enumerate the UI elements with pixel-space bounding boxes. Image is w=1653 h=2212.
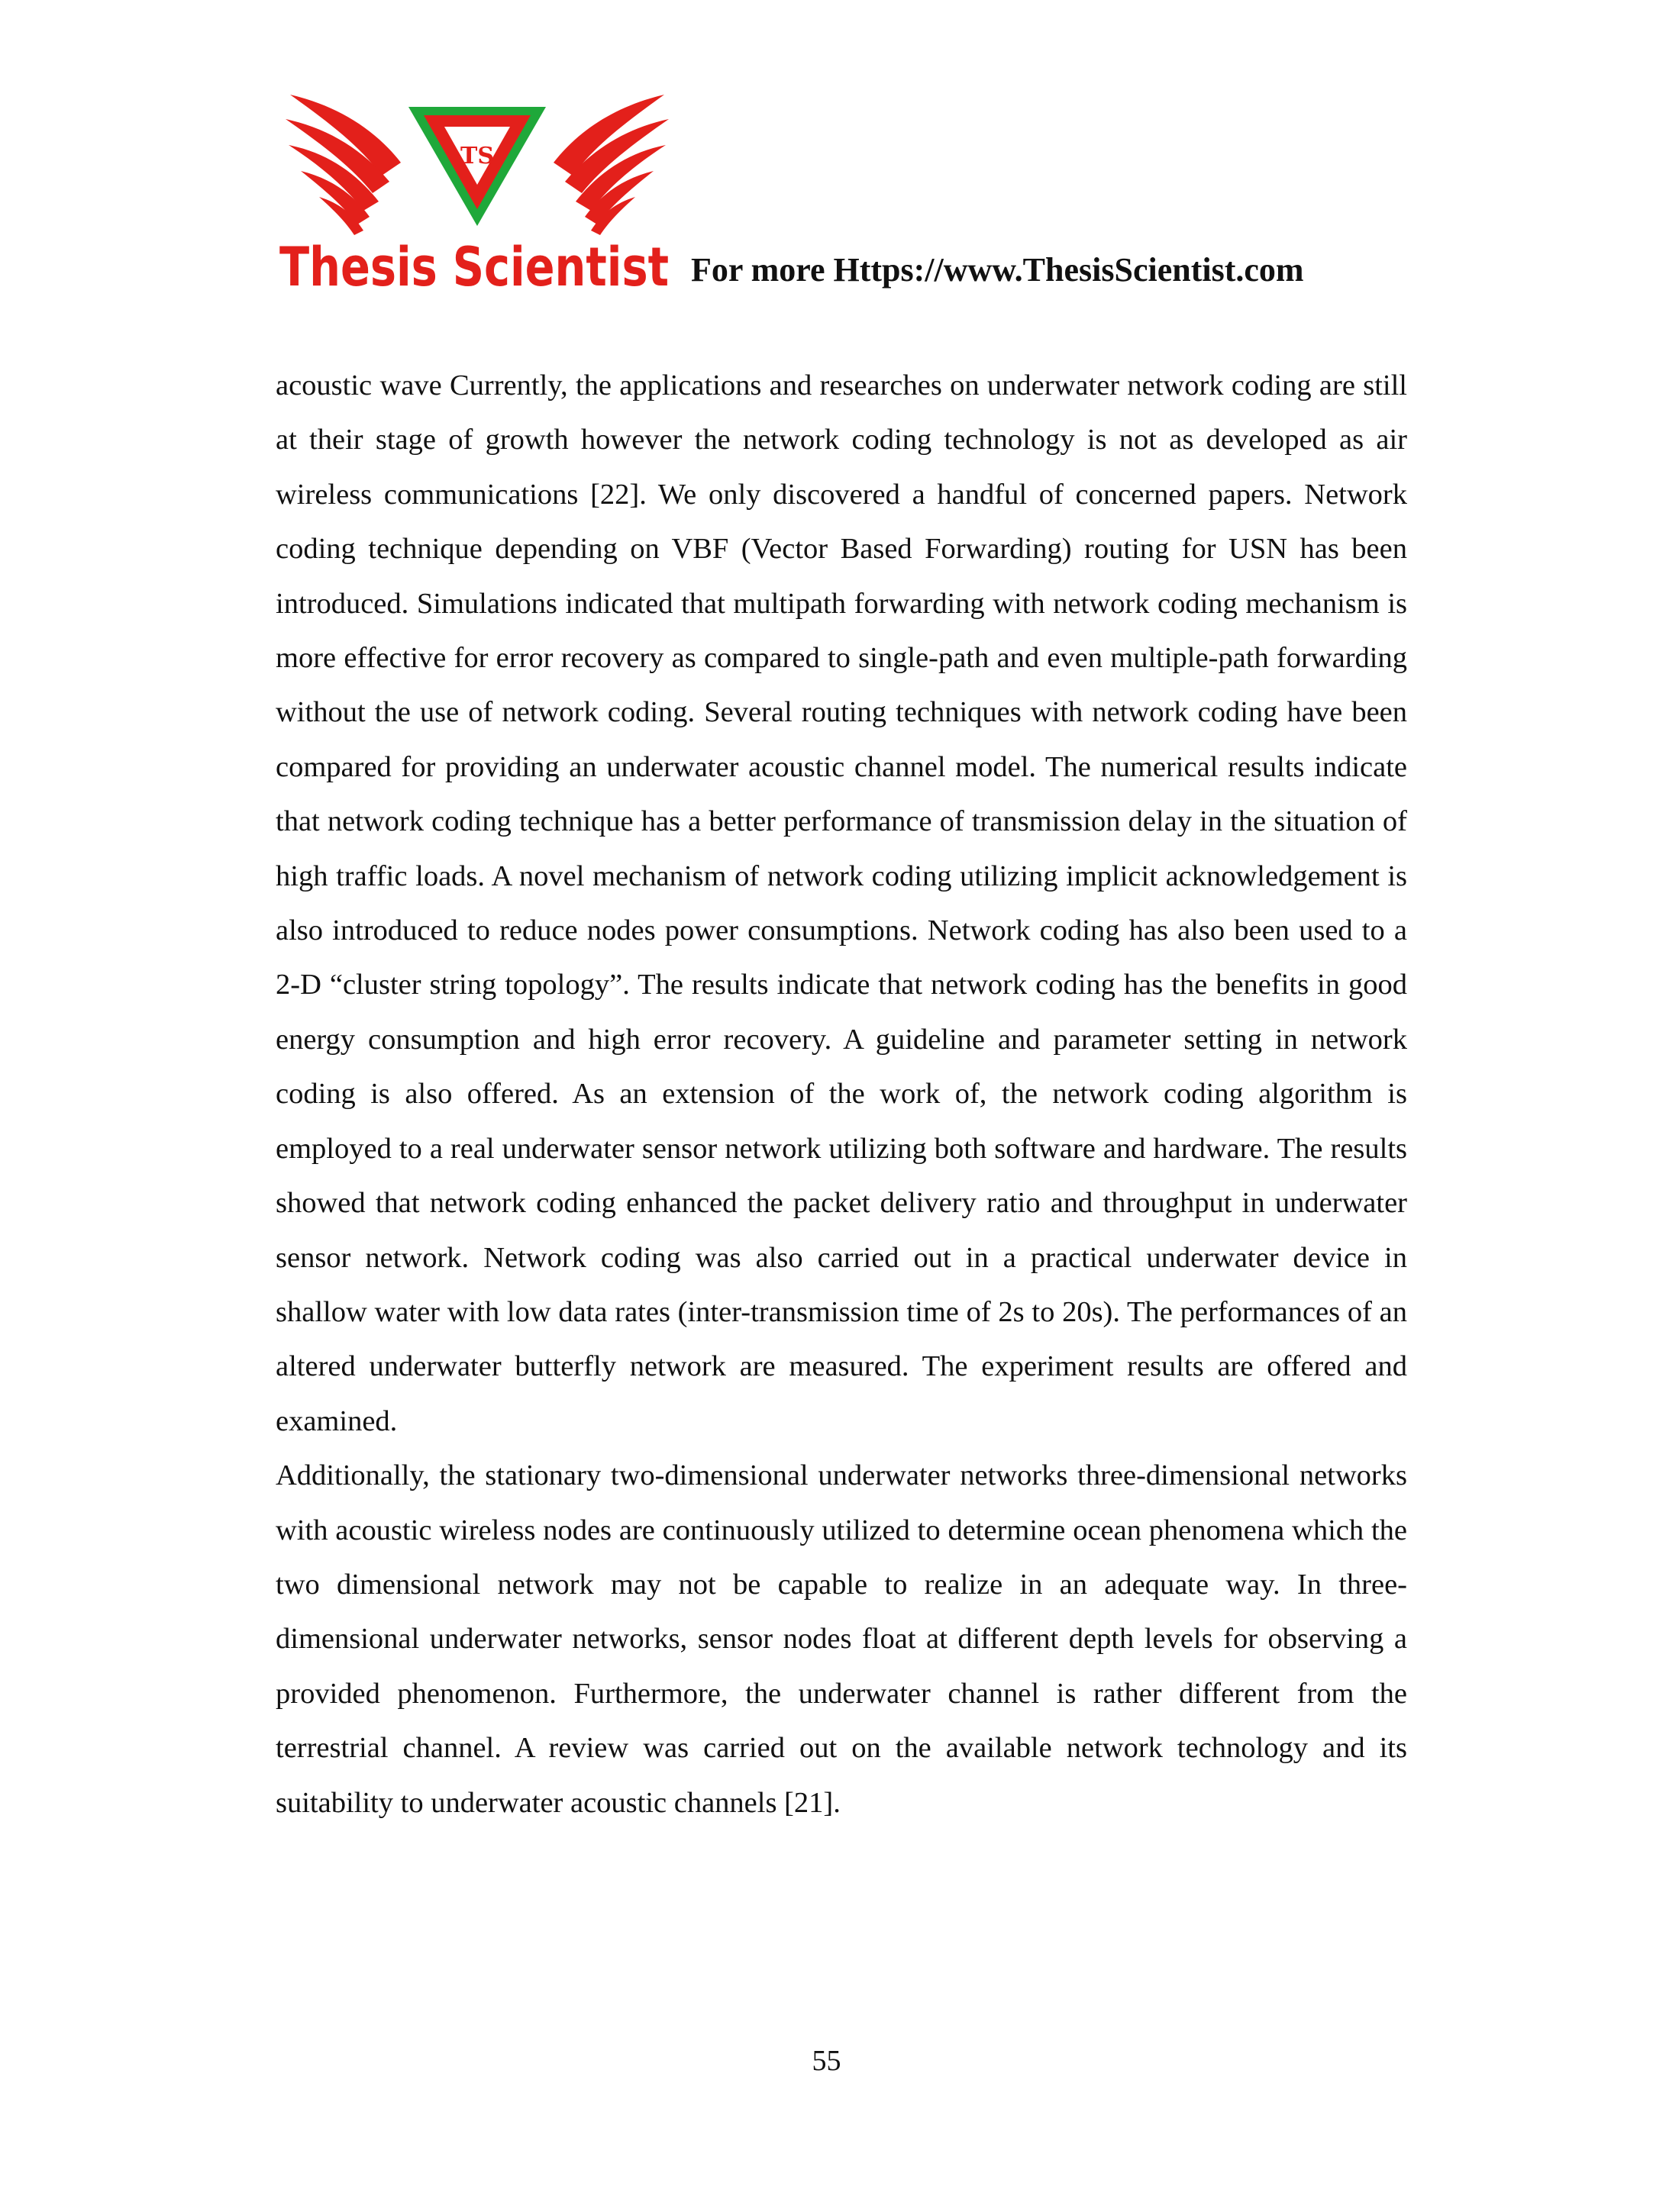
logo-graphic (275, 90, 680, 296)
page-header (0, 0, 1564, 321)
page-number: 55 (812, 2045, 841, 2077)
left-wing-icon (286, 95, 401, 235)
body-paragraph: acoustic wave Currently, the applications and researches on underwater network coding are still at their stage of growth however the network coding technology is not as developed as air wireless communications [22]. We only discovered a handful of concerned papers. Network coding technique depending on VBF (Vector Based Forwarding) routing for USN has been introduced. Simulations indicated that multipath forwarding with network coding mechanism is more effective for error recovery as compared to single-path and even multiple-path forwarding without the use of network coding. Several routing techniques with network coding have been compared for providing an underwater acoustic channel model. The numerical results indicate that network coding technique has a better performance of transmission delay in the situation of high traffic loads. A novel mechanism of network coding utilizing implicit acknowledgement is also introduced to reduce nodes power consumptions. Network coding has also been used to a 2-D “cluster string topology”. The results indicate that network coding has the benefits in good energy consumption and high error recovery. A guideline and parameter setting in network coding is also offered. As an extension of the work of, the network coding algorithm is employed to a real underwater sensor network utilizing both software and hardware. The results showed that network coding enhanced the packet delivery ratio and throughput in underwater sensor network. Network coding was also carried out in a practical underwater device in shallow water with low data rates (inter-transmission time of 2s to 20s). The performances of an altered underwater butterfly network are measured. The experiment results are offered and examined. (276, 369, 1407, 1437)
logo-wordmark: Thesis Scientist (279, 236, 669, 298)
main-content (276, 359, 1407, 1830)
right-wing-icon (554, 95, 669, 235)
logo-emblem-text: TS (460, 143, 494, 169)
website-link[interactable]: For more Https://www.ThesisScientist.com (691, 251, 1304, 289)
triangle-emblem-icon (408, 107, 546, 226)
thesis-scientist-logo (275, 90, 680, 296)
body-paragraph: Additionally, the stationary two-dimensional underwater networks three-dimensional networks with acoustic wireless nodes are continuously utilized to determine ocean phenomena which the two dimensional network may not be capable to realize in an adequate way. In three-dimensional underwater networks, sensor nodes float at different depth levels for observing a provided phenomenon. Furthermore, the underwater channel is rather different from the terrestrial channel. A review was carried out on the available network technology and its suitability to underwater acoustic channels [21]. (276, 1459, 1407, 1819)
